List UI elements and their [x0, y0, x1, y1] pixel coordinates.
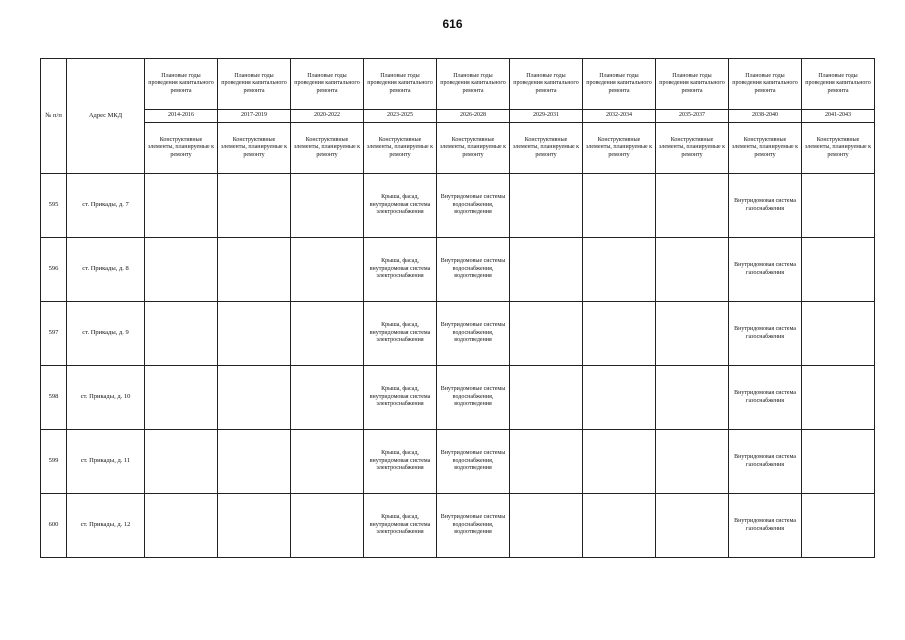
header-row-years	[41, 59, 875, 110]
row-cell	[218, 366, 291, 430]
row-number: 600	[41, 494, 67, 558]
row-cell: Крыша, фасад, внутридомовая система электроснабжения	[364, 366, 437, 430]
row-cell	[510, 366, 583, 430]
row-number: 598	[41, 366, 67, 430]
row-address: ст. Прикады, д. 10	[67, 366, 145, 430]
row-number: 597	[41, 302, 67, 366]
table-header	[41, 59, 875, 174]
header-years-label: Плановые годы проведения капитального ремонта	[437, 59, 510, 110]
row-cell: Внутридомовые системы водоснабжения, водоотведения	[437, 494, 510, 558]
row-cell: Крыша, фасад, внутридомовая система электроснабжения	[364, 174, 437, 238]
header-elements-label: Конструктивные элементы, планируемые к ремонту	[656, 123, 729, 174]
header-years-label: Плановые годы проведения капитального ремонта	[145, 59, 218, 110]
row-cell: Внутридомовые системы водоснабжения, водоотведения	[437, 302, 510, 366]
row-cell	[802, 366, 875, 430]
header-years-label: Плановые годы проведения капитального ремонта	[291, 59, 364, 110]
header-years-label: Плановые годы проведения капитального ремонта	[510, 59, 583, 110]
table-row	[41, 366, 875, 430]
row-cell	[656, 238, 729, 302]
row-cell	[802, 174, 875, 238]
row-cell	[583, 366, 656, 430]
row-cell: Крыша, фасад, внутридомовая система электроснабжения	[364, 430, 437, 494]
row-cell: Внутридомовая система газоснабжения	[729, 430, 802, 494]
header-address: Адрес МКД	[67, 59, 145, 174]
row-cell: Крыша, фасад, внутридомовая система электроснабжения	[364, 494, 437, 558]
table-row	[41, 494, 875, 558]
row-cell	[583, 174, 656, 238]
row-cell	[583, 238, 656, 302]
table-row	[41, 302, 875, 366]
row-number: 596	[41, 238, 67, 302]
header-period-span: 2032-2034	[583, 110, 656, 123]
row-address: ст. Прикады, д. 12	[67, 494, 145, 558]
header-period-span: 2026-2028	[437, 110, 510, 123]
row-cell	[218, 430, 291, 494]
row-address: ст. Прикады, д. 11	[67, 430, 145, 494]
header-years-label: Плановые годы проведения капитального ремонта	[729, 59, 802, 110]
header-num: № п/п	[41, 59, 67, 174]
header-elements-label: Конструктивные элементы, планируемые к ремонту	[729, 123, 802, 174]
row-address: ст. Прикады, д. 7	[67, 174, 145, 238]
repair-schedule-table	[40, 58, 875, 558]
header-period-span: 2017-2019	[218, 110, 291, 123]
row-cell: Крыша, фасад, внутридомовая система электроснабжения	[364, 238, 437, 302]
row-cell	[218, 302, 291, 366]
row-cell	[510, 174, 583, 238]
row-cell	[218, 238, 291, 302]
row-cell: Внутридомовая система газоснабжения	[729, 174, 802, 238]
header-period-span: 2038-2040	[729, 110, 802, 123]
row-cell: Внутридомовая система газоснабжения	[729, 366, 802, 430]
header-elements-label: Конструктивные элементы, планируемые к ремонту	[291, 123, 364, 174]
row-address: ст. Прикады, д. 8	[67, 238, 145, 302]
header-years-label: Плановые годы проведения капитального ремонта	[364, 59, 437, 110]
row-cell	[218, 494, 291, 558]
header-period-span: 2023-2025	[364, 110, 437, 123]
row-cell	[291, 174, 364, 238]
row-cell	[218, 174, 291, 238]
header-years-label: Плановые годы проведения капитального ремонта	[656, 59, 729, 110]
row-cell	[291, 238, 364, 302]
row-cell	[291, 494, 364, 558]
header-elements-label: Конструктивные элементы, планируемые к ремонту	[364, 123, 437, 174]
row-cell: Внутридомовая система газоснабжения	[729, 302, 802, 366]
row-cell	[802, 302, 875, 366]
header-elements-label: Конструктивные элементы, планируемые к ремонту	[218, 123, 291, 174]
row-cell	[802, 430, 875, 494]
row-cell	[291, 430, 364, 494]
header-years-label: Плановые годы проведения капитального ремонта	[218, 59, 291, 110]
header-row-elements	[41, 123, 875, 174]
header-elements-label: Конструктивные элементы, планируемые к ремонту	[437, 123, 510, 174]
row-cell	[145, 494, 218, 558]
table-row	[41, 174, 875, 238]
row-number: 599	[41, 430, 67, 494]
header-elements-label: Конструктивные элементы, планируемые к ремонту	[510, 123, 583, 174]
table-row	[41, 238, 875, 302]
row-cell: Внутридомовая система газоснабжения	[729, 494, 802, 558]
row-number: 595	[41, 174, 67, 238]
header-elements-label: Конструктивные элементы, планируемые к ремонту	[583, 123, 656, 174]
header-period-span: 2041-2043	[802, 110, 875, 123]
row-cell	[656, 494, 729, 558]
row-cell	[656, 430, 729, 494]
row-address: ст. Прикады, д. 9	[67, 302, 145, 366]
row-cell	[510, 494, 583, 558]
header-row-spans	[41, 110, 875, 123]
row-cell	[145, 430, 218, 494]
row-cell	[656, 174, 729, 238]
page-number: 616	[442, 17, 463, 31]
row-cell: Внутридомовые системы водоснабжения, водоотведения	[437, 366, 510, 430]
header-elements-label: Конструктивные элементы, планируемые к ремонту	[145, 123, 218, 174]
row-cell: Внутридомовые системы водоснабжения, водоотведения	[437, 430, 510, 494]
row-cell	[656, 302, 729, 366]
header-years-label: Плановые годы проведения капитального ремонта	[802, 59, 875, 110]
row-cell	[802, 494, 875, 558]
row-cell	[583, 494, 656, 558]
row-cell	[656, 366, 729, 430]
header-period-span: 2029-2031	[510, 110, 583, 123]
header-period-span: 2014-2016	[145, 110, 218, 123]
row-cell	[291, 302, 364, 366]
row-cell	[583, 430, 656, 494]
header-elements-label: Конструктивные элементы, планируемые к ремонту	[802, 123, 875, 174]
row-cell	[145, 366, 218, 430]
row-cell	[145, 238, 218, 302]
row-cell: Внутридомовая система газоснабжения	[729, 238, 802, 302]
row-cell	[510, 430, 583, 494]
row-cell	[510, 302, 583, 366]
row-cell	[583, 302, 656, 366]
table-row	[41, 430, 875, 494]
row-cell: Крыша, фасад, внутридомовая система электроснабжения	[364, 302, 437, 366]
row-cell	[291, 366, 364, 430]
row-cell: Внутридомовые системы водоснабжения, водоотведения	[437, 174, 510, 238]
row-cell: Внутридомовые системы водоснабжения, водоотведения	[437, 238, 510, 302]
row-cell	[802, 238, 875, 302]
row-cell	[145, 174, 218, 238]
header-period-span: 2020-2022	[291, 110, 364, 123]
table-body	[41, 174, 875, 558]
row-cell	[145, 302, 218, 366]
row-cell	[510, 238, 583, 302]
header-period-span: 2035-2037	[656, 110, 729, 123]
header-years-label: Плановые годы проведения капитального ремонта	[583, 59, 656, 110]
